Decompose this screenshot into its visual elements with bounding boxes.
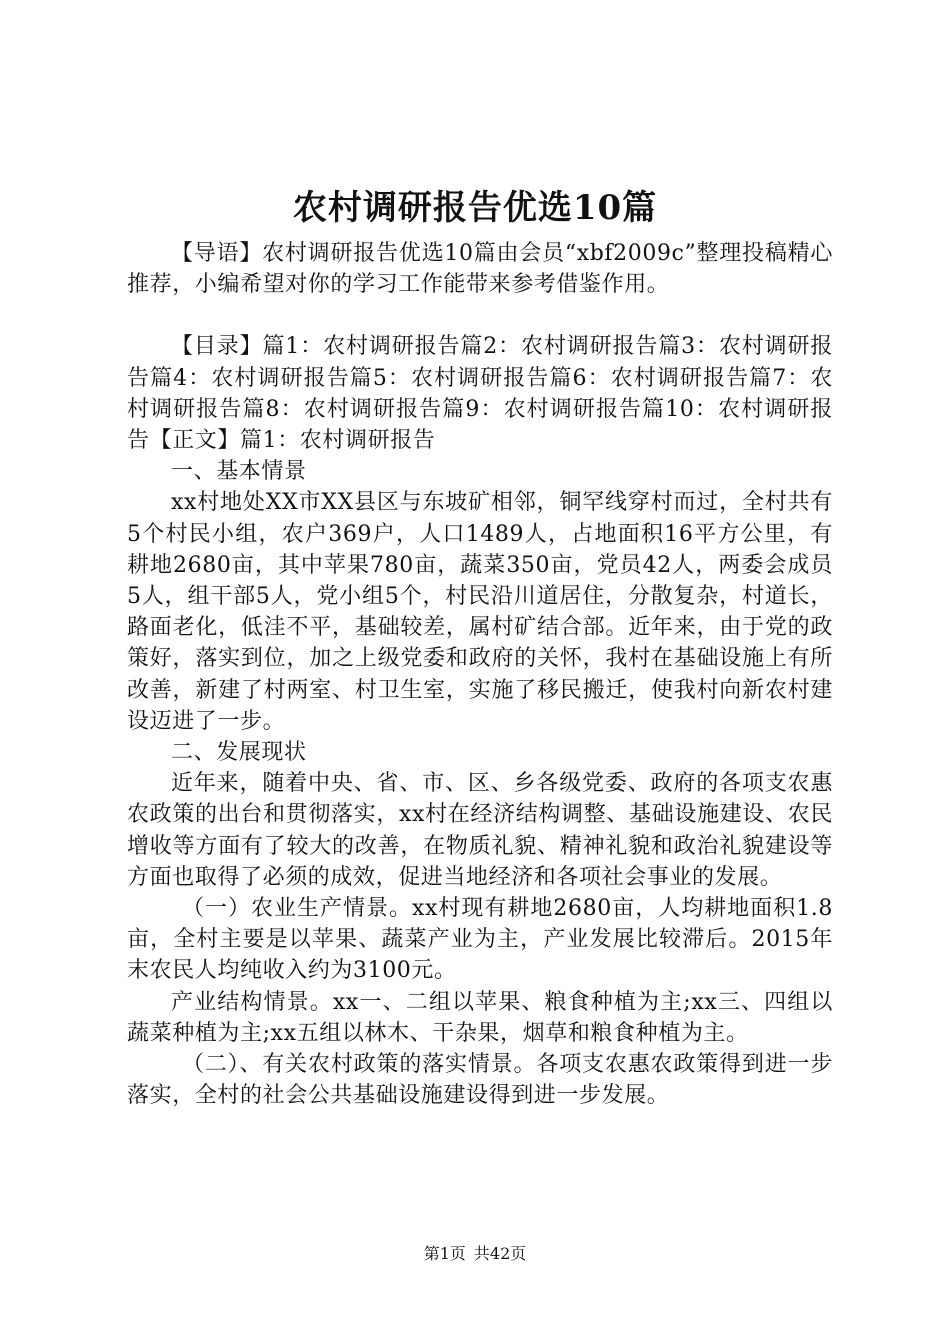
page-count: 共42页 bbox=[473, 1244, 527, 1263]
section-heading: 二、发展现状 bbox=[171, 740, 307, 766]
toc-paragraph: 【目录】篇1：农村调研报告篇2：农村调研报告篇3：农村调研报告篇4：农村调研报告篇5：农村调研报告篇6：农村调研报告篇7：农村调研报告篇8：农村调研报告篇9：农村调研报告篇10：农村调研报告【正文】篇1：农村调研报告 bbox=[127, 334, 833, 454]
page-number: 第1页 bbox=[423, 1244, 466, 1263]
document-title: 农村调研报告优选10篇 bbox=[292, 188, 658, 228]
intro-paragraph: 【导语】农村调研报告优选10篇由会员“xbf2009c”整理投稿精心推荐，小编希望对你的学习工作能带来参考借鉴作用。 bbox=[127, 241, 833, 298]
body-paragraph: （一）农业生产情景。xx村现有耕地2680亩，人均耕地面积1.8亩，全村主要是以苹果、蔬菜产业为主，产业发展比较滞后。2015年末农民人均纯收入约为3100元。 bbox=[127, 896, 833, 984]
body-paragraph: 近年来，随着中央、省、市、区、乡各级党委、政府的各项支农惠农政策的出台和贯彻落实，xx村在经济结构调整、基础设施建设、农民增收等方面有了较大的改善，在物质礼貌、精神礼貌和政治礼貌建设等方面也取得了必须的成效，促进当地经济和各项社会事业的发展。 bbox=[127, 771, 833, 890]
section-heading: 一、基本情景 bbox=[171, 459, 307, 485]
body-paragraph: （二）、有关农村政策的落实情景。各项支农惠农政策得到进一步落实，全村的社会公共基础设施建设得到进一步发展。 bbox=[127, 1052, 833, 1109]
page-footer bbox=[0, 1243, 950, 1265]
document-body bbox=[127, 238, 833, 1111]
body-paragraph: xx村地处XX市XX县区与东坡矿相邻，铜罕线穿村而过，全村共有5个村民小组，农户369户，人口1489人，占地面积16平方公里，有耕地2680亩，其中苹果780亩，蔬菜350亩，党员42人，两委会成员5人，组干部5人，党小组5个，村民沿川道居住，分散复杂，村道长，路面老化，低洼不平，基础较差，属村矿结合部。近年来，由于党的政策好，落实到位，加之上级党委和政府的关怀，我村在基础设施上有所改善，新建了村两室、村卫生室，实施了移民搬迁，使我村向新农村建设迈进了一步。 bbox=[127, 490, 833, 734]
body-paragraph: 产业结构情景。xx一、二组以苹果、粮食种植为主;xx三、四组以蔬菜种植为主;xx五组以林木、干杂果，烟草和粮食种植为主。 bbox=[127, 989, 833, 1046]
